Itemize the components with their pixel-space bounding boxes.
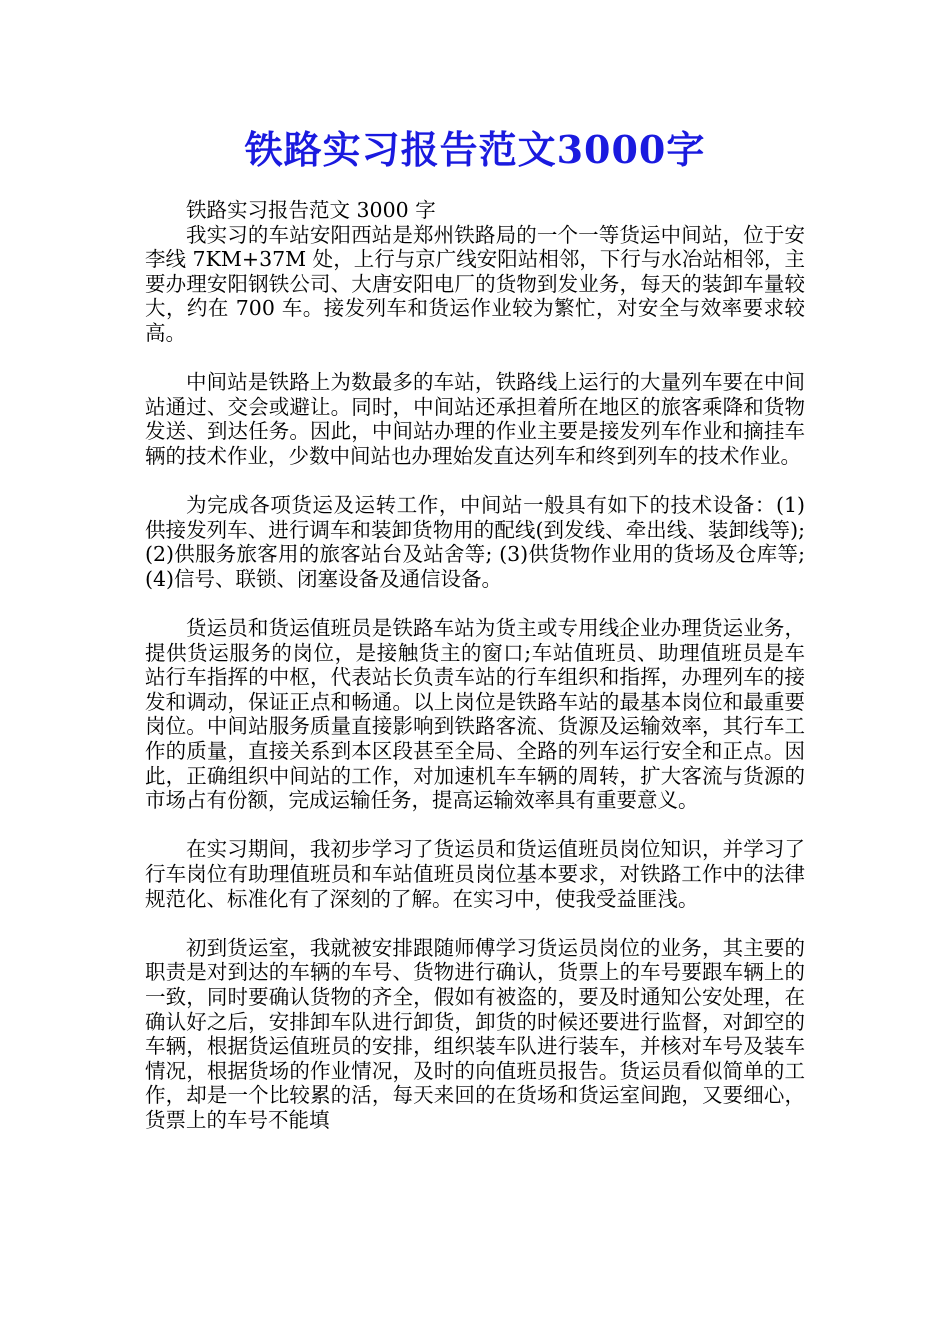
paragraph-1: 我实习的车站安阳西站是郑州铁路局的一个一等货运中间站，位于安李线 7KM+37M 处，上行与京广线安阳站相邻，下行与水冶站相邻，主要办理安阳钢铁公司、大唐安阳电厂的货物到发业务，每天的装卸车量较大，约在 700 车。接发列车和货运作业较为繁忙，对安全与效率要求较高。 [145,222,805,345]
paragraph-3: 为完成各项货运及运转工作，中间站一般具有如下的技术设备：(1)供接发列车、进行调车和装卸货物用的配线(到发线、牵出线、装卸线等); (2)供服务旅客用的旅客站台及站舍等; (3)供货物作业用的货场及仓库等; (4)信号、联锁、闭塞设备及通信设备。 [145,493,805,591]
paragraph-6: 初到货运室，我就被安排跟随师傅学习货运员岗位的业务，其主要的职责是对到达的车辆的车号、货物进行确认，货票上的车号要跟车辆上的一致，同时要确认货物的齐全，假如有被盗的，要及时通知公安处理，在确认好之后，安排卸车队进行卸货，卸货的时候还要进行监督，对卸空的车辆，根据货运值班员的安排，组织装车队进行装车，并核对车号及装车情况，根据货场的作业情况，及时的向值班员报告。货运员看似简单的工作，却是一个比较累的活，每天来回的在货场和货运室间跑，又要细心，货票上的车号不能填 [145,935,805,1132]
paragraph-2: 中间站是铁路上为数最多的车站，铁路线上运行的大量列车要在中间站通过、交会或避让。同时，中间站还承担着所在地区的旅客乘降和货物发送、到达任务。因此，中间站办理的作业主要是接发列车作业和摘挂车辆的技术作业，少数中间站也办理始发直达列车和终到列车的技术作业。 [145,370,805,468]
document-title: 铁路实习报告范文3000字 [244,127,706,172]
document-subtitle: 铁路实习报告范文 3000 字 [186,198,436,222]
document-body [145,198,805,1133]
paragraph-5: 在实习期间，我初步学习了货运员和货运值班员岗位知识，并学习了行车岗位有助理值班员和车站值班员岗位基本要求，对铁路工作中的法律规范化、标准化有了深刻的了解。在实习中，使我受益匪浅。 [145,837,805,911]
paragraph-4: 货运员和货运值班员是铁路车站为货主或专用线企业办理货运业务，提供货运服务的岗位，是接触货主的窗口;车站值班员、助理值班员是车站行车指挥的中枢，代表站长负责车站的行车组织和指挥，办理列车的接发和调动，保证正点和畅通。以上岗位是铁路车站的最基本岗位和最重要岗位。中间站服务质量直接影响到铁路客流、货源及运输效率，其行车工作的质量，直接关系到本区段甚至全局、全路的列车运行安全和正点。因此，正确组织中间站的工作，对加速机车车辆的周转，扩大客流与货源的市场占有份额，完成运输任务，提高运输效率具有重要意义。 [145,616,805,813]
